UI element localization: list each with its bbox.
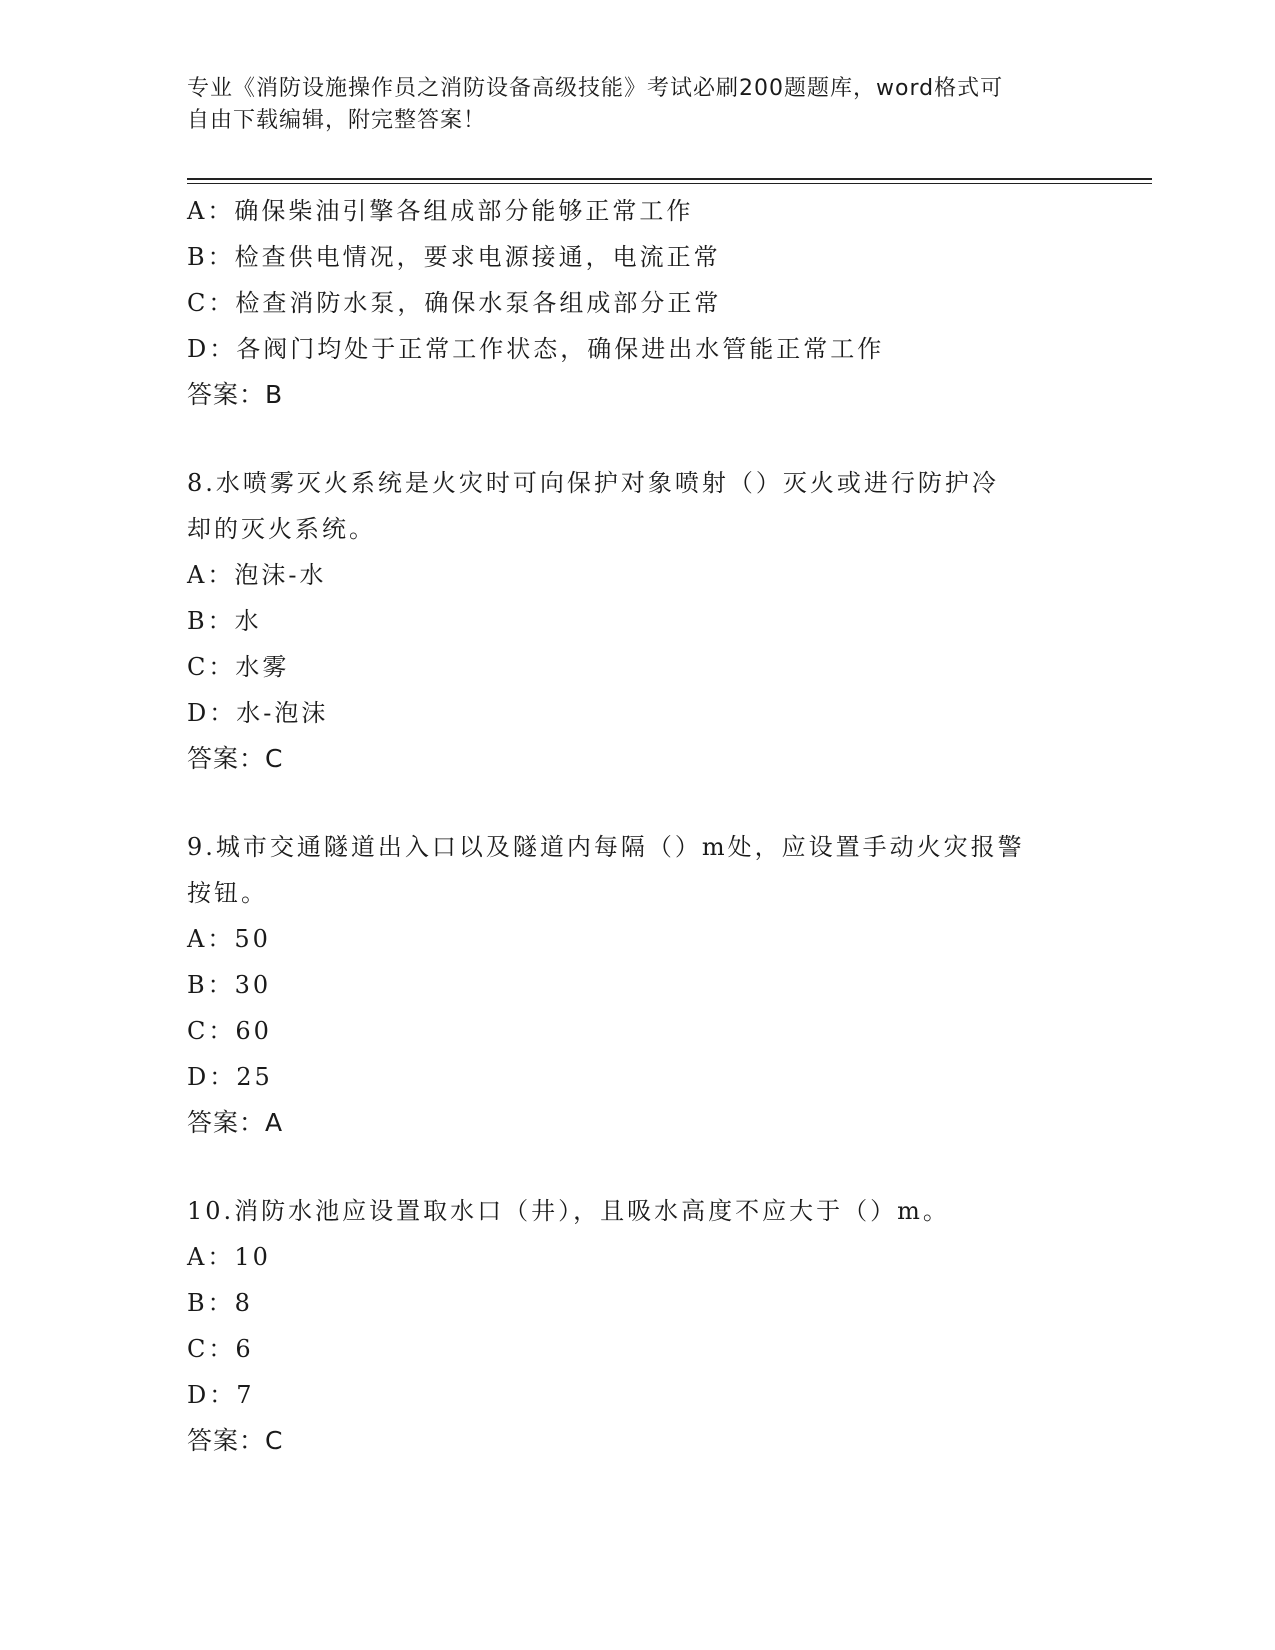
- option-b: B：30: [187, 971, 272, 999]
- header-title-line-2: 自由下载编辑，附完整答案！: [187, 108, 487, 133]
- answer-label: 答案：C: [187, 1426, 284, 1455]
- option-b: B：检查供电情况，要求电源接通，电流正常: [187, 243, 721, 271]
- question-8: [187, 460, 1087, 782]
- option-c: C：检查消防水泵，确保水泵各组成部分正常: [187, 289, 722, 317]
- option-d: D：25: [187, 1063, 273, 1091]
- option-d: D：各阀门均处于正常工作状态，确保进出水管能正常工作: [187, 335, 885, 363]
- answer-label: 答案：A: [187, 1108, 284, 1137]
- question-7: [187, 188, 1087, 418]
- option-d: D：水-泡沫: [187, 699, 329, 727]
- option-b: B：水: [187, 607, 262, 635]
- header-divider-thick: [187, 178, 1152, 180]
- answer-label: 答案：C: [187, 744, 284, 773]
- question-stem-line-1: 9.城市交通隧道出入口以及隧道内每隔（）m处，应设置手动火灾报警: [187, 833, 1025, 861]
- question-stem-line-1: 10.消防水池应设置取水口（井），且吸水高度不应大于（）m。: [187, 1197, 950, 1225]
- question-stem-line-2: 却的灭火系统。: [187, 515, 376, 543]
- option-c: C：水雾: [187, 653, 290, 681]
- question-stem-line-2: 按钮。: [187, 879, 268, 907]
- answer-label: 答案：B: [187, 380, 284, 409]
- question-9: [187, 824, 1087, 1146]
- option-a: A：泡沫-水: [187, 561, 327, 589]
- question-stem-line-1: 8.水喷雾灭火系统是火灾时可向保护对象喷射（）灭火或进行防护冷: [187, 469, 999, 497]
- header-title-line-1: 专业《消防设施操作员之消防设备高级技能》考试必刷200题题库，word格式可: [187, 76, 1004, 101]
- option-c: C：60: [187, 1017, 272, 1045]
- question-10: [187, 1188, 1087, 1464]
- option-a: A：50: [187, 925, 271, 953]
- option-a: A：10: [187, 1243, 271, 1271]
- document-header: [187, 73, 1087, 137]
- option-c: C：6: [187, 1335, 254, 1363]
- option-a: A：确保柴油引擎各组成部分能够正常工作: [187, 197, 694, 225]
- header-divider-thin: [187, 183, 1152, 184]
- question-list: [187, 188, 1087, 1464]
- option-b: B：8: [187, 1289, 253, 1317]
- option-d: D：7: [187, 1381, 255, 1409]
